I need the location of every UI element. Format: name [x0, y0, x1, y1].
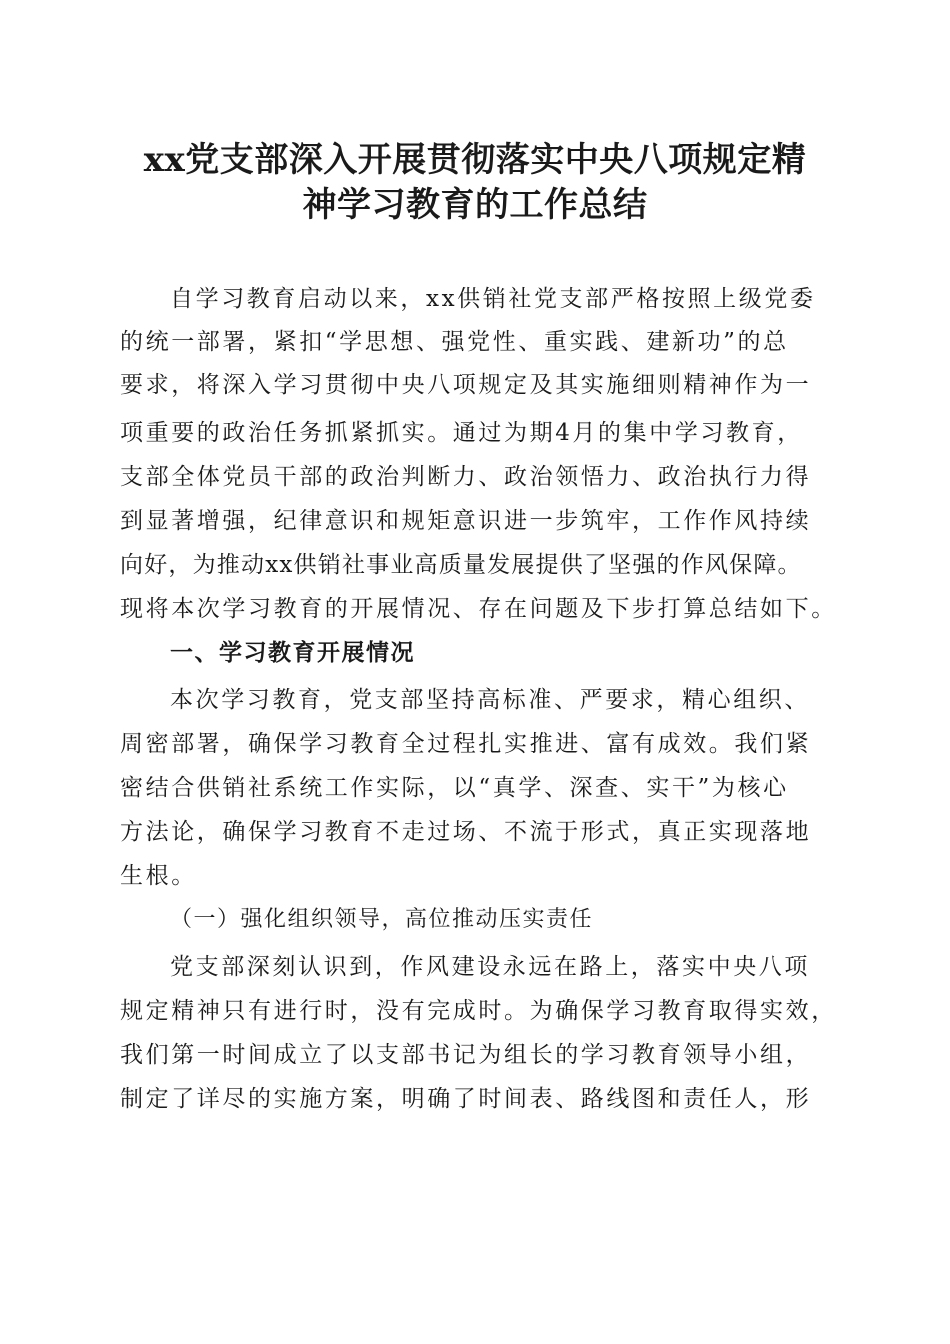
document-title-line-2: 神学习教育的工作总结 [302, 185, 648, 225]
section-paragraph-line: 方法论，确保学习教育不走过场、不流于形式，真正实现落地 [120, 819, 812, 845]
section-paragraph-line: 本次学习教育，党支部坚持高标准、严要求，精心组织、 [170, 687, 810, 713]
subsection-heading: （一）强化组织领导，高位推动压实责任 [170, 907, 594, 932]
subsection-paragraph-line: 党支部深刻认识到，作风建设永远在路上，落实中央八项 [170, 954, 810, 980]
intro-line: 支部全体党员干部的政治判断力、政治领悟力、政治执行力得 [120, 464, 812, 490]
subsection-paragraph-line: 我们第一时间成立了以支部书记为组长的学习教育领导小组， [120, 1042, 812, 1068]
section-paragraph-line: 周密部署，确保学习教育全过程扎实推进、富有成效。我们紧 [120, 731, 812, 757]
document-title-line-1: xx党支部深入开展贯彻落实中央八项规定精 [143, 140, 807, 180]
intro-line: 自学习教育启动以来，xx供销社党支部严格按照上级党委 [170, 286, 816, 312]
subsection-paragraph-line: 制定了详尽的实施方案，明确了时间表、路线图和责任人，形 [120, 1086, 812, 1112]
intro-line: 现将本次学习教育的开展情况、存在问题及下步打算总结如下。 [120, 596, 837, 622]
section-paragraph-line: 生根。 [120, 863, 197, 889]
intro-line: 的统一部署，紧扣“学思想、强党性、重实践、建新功”的总 [120, 329, 789, 355]
section-paragraph-line: 密结合供销社系统工作实际，以“真学、深查、实干”为核心 [120, 775, 789, 801]
intro-line: 到显著增强，纪律意识和规矩意识进一步筑牢，工作作风持续 [120, 508, 812, 534]
intro-line: 要求，将深入学习贯彻中央八项规定及其实施细则精神作为一 [120, 372, 812, 398]
subsection-paragraph-line: 规定精神只有进行时，没有完成时。为确保学习教育取得实效， [120, 998, 837, 1024]
intro-line: 项重要的政治任务抓紧抓实。通过为期4月的集中学习教育， [120, 420, 803, 446]
intro-line: 向好，为推动xx供销社事业高质量发展提供了坚强的作风保障。 [120, 552, 802, 578]
section-heading: 一、学习教育开展情况 [170, 640, 415, 666]
